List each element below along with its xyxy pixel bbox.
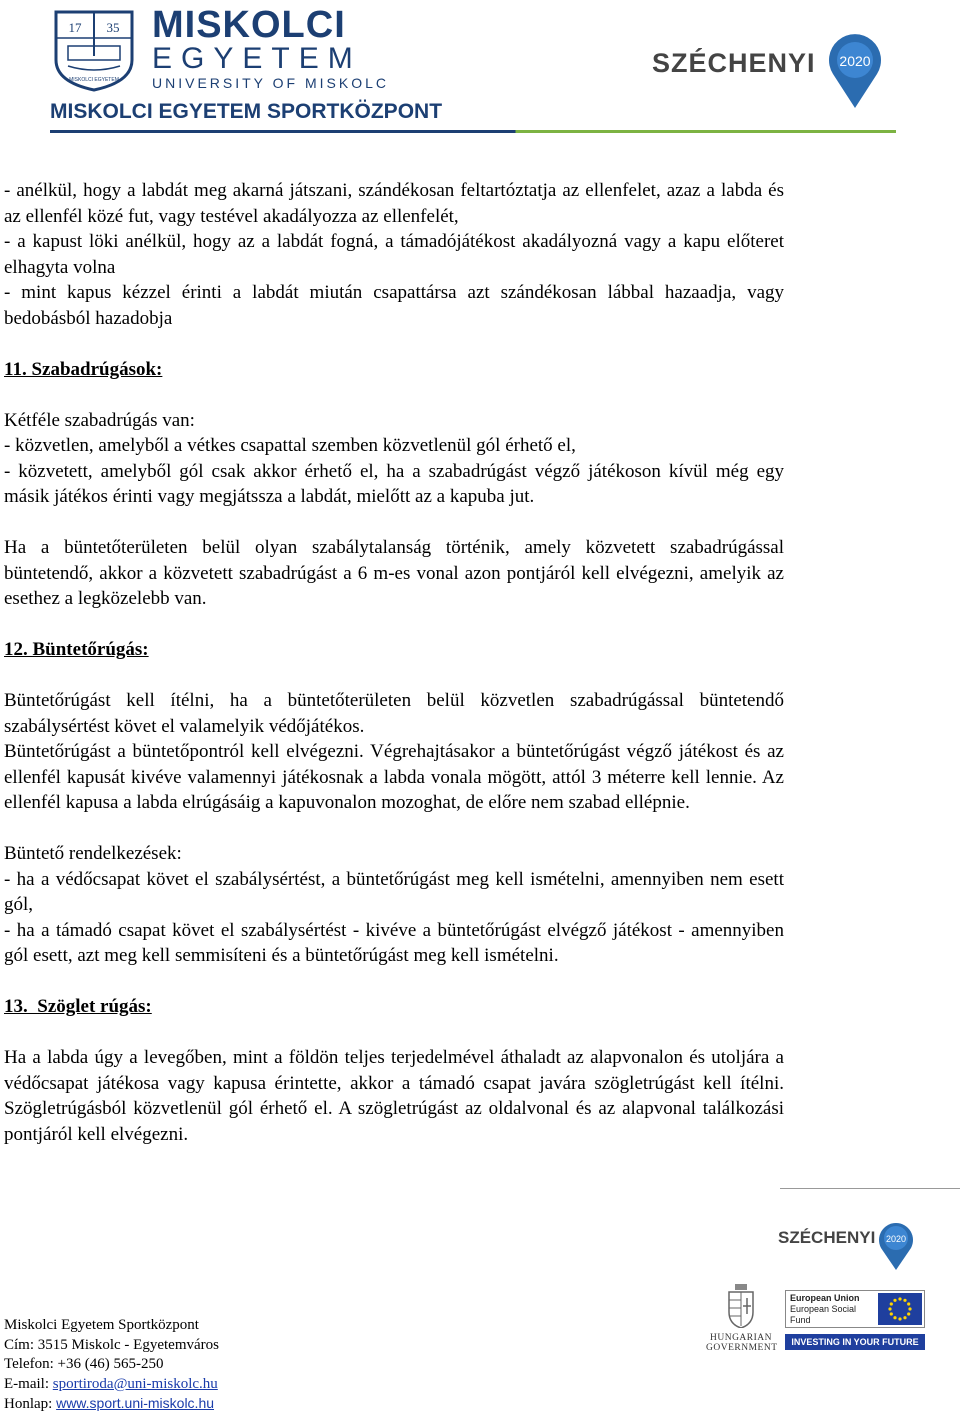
section-13-heading: 13. Szöglet rúgás:: [4, 996, 152, 1017]
crest-number-right: 35: [106, 20, 120, 35]
section-12-line: Büntetőrúgást a büntetőpontról kell elvégezni. Végrehajtásakor a büntetőrúgást végző játékost és az ellenfél kapusát kivéve valamennyi játékosnak a labda vonala mögött, attól 3 méterre kell lennie. Az ellenfél kapusa a labda elrúgásáig a kapuvonalon mozoghat, de előre nem szabad ellépnie.: [4, 741, 784, 813]
eu-logo-box: [785, 1290, 925, 1328]
government-text-line2: GOVERNMENT: [706, 1343, 778, 1353]
university-wordmark: [152, 4, 389, 92]
eu-slogan-bar: INVESTING IN YOUR FUTURE: [785, 1334, 925, 1350]
document-body: [4, 178, 784, 1147]
contact-org: Miskolci Egyetem Sportközpont: [4, 1317, 199, 1333]
szechenyi-2020-logo: [650, 30, 900, 140]
section-12-rule: - ha a védőcsapat követ el szabálysértést, a büntetőrúgást meg kell ismételni, amennyiben nem esett gól,: [4, 868, 784, 915]
eu-text-line3: Fund: [790, 1315, 811, 1325]
contact-web-label: Honlap:: [4, 1396, 57, 1412]
crest-number-left: 17: [68, 20, 82, 35]
section-12-rule: - ha a támadó csapat követ el szabálysértést - kivéve a büntetőrúgást elvégző játékost - amennyiben gól esett, azt meg kell semmisíteni és a büntetőrúgást meg kell ismételni.: [4, 919, 784, 966]
szechenyi-logo-year: 2020: [839, 53, 871, 69]
section-12-line: Büntetőrúgást kell ítélni, ha a büntetőterületen belül közvetlen szabadrúgással büntetendő szabálysértést követ el valamelyik védőjátékos.: [4, 690, 784, 737]
contact-email-label: E-mail:: [4, 1375, 53, 1392]
section-11-line: Kétféle szabadrúgás van:: [4, 409, 195, 431]
contact-address: Cím: 3515 Miskolc - Egyetemváros: [4, 1336, 219, 1353]
section-12-heading: 12. Büntetőrúgás:: [4, 639, 149, 660]
hungarian-coat-of-arms-icon: [726, 1284, 756, 1328]
intro-line: - mint kapus kézzel érinti a labdát miután csapattársa azt szándékosan lábbal hazaadja, vagy bedobásból hazadobja: [4, 282, 784, 329]
contact-web-row: [4, 1394, 219, 1415]
government-text-line1: HUNGARIAN: [709, 1333, 773, 1343]
contact-web-link[interactable]: www.sport.uni-miskolc.hu: [56, 1395, 215, 1411]
contact-phone: Telefon: +36 (46) 565-250: [4, 1356, 164, 1372]
contact-block: [4, 1316, 219, 1415]
hungarian-government-logo: [706, 1284, 776, 1356]
szechenyi-pin-icon: [825, 30, 885, 110]
intro-line: - anélkül, hogy a labdát meg akarná játszani, szándékosan feltartóztatja az ellenfelet, azaz a labda és az ellenfél közé fut, vagy testével akadályozza az ellenfelét,: [4, 180, 784, 227]
section-11-line: - közvetett, amelyből gól csak akkor érhető el, ha a szabadrúgást végző játékoson kívül még egy másik játékos érinti vagy megjátssza a labdát, mielőtt az a kapuba jut.: [4, 460, 784, 507]
szechenyi-2020-footer-logo: [778, 1218, 928, 1278]
szechenyi-logo-text: SZÉCHENYI: [652, 48, 816, 78]
szechenyi-footer-year: 2020: [885, 1234, 907, 1244]
contact-email-link[interactable]: sportiroda@uni-miskolc.hu: [52, 1375, 218, 1392]
szechenyi-footer-pin-icon: [876, 1218, 916, 1272]
university-name-line2: EGYETEM: [152, 42, 362, 75]
szechenyi-footer-text: SZÉCHENYI: [778, 1228, 876, 1247]
sport-center-title: MISKOLCI EGYETEM SPORTKÖZPONT: [50, 100, 443, 123]
eu-social-fund-logo: [785, 1290, 925, 1354]
section-13-paragraph: Ha a labda úgy a levegőben, mint a földön teljes terjedelmével áthaladt az alapvonalon és utoljára a védőcsapat játékosa vagy kapusa érintette, akkor a támadó csapat javára szögletrúgást kell ítélni. Szögletrúgásból közvetlenül gól érhető el. A szögletrúgást az oldalvonal és az alapvonal találkozási pontjáról kell elvégezni.: [4, 1047, 784, 1145]
eu-flag-icon: [878, 1293, 922, 1325]
university-name-english: UNIVERSITY OF MISKOLC: [152, 75, 389, 91]
crest-motto: MISKOLCI EGYETEM: [69, 77, 119, 83]
university-crest-logo: [50, 8, 138, 92]
section-11-heading: 11. Szabadrúgások:: [4, 358, 163, 380]
contact-email-row: [4, 1375, 219, 1395]
eu-text-line1: European Union: [790, 1293, 860, 1303]
section-12-rules-title: Büntető rendelkezések:: [4, 843, 182, 864]
university-name-line1: MISKOLCI: [152, 4, 346, 46]
header-divider: [50, 130, 896, 133]
eu-text-line2: European Social: [790, 1304, 857, 1314]
section-11-paragraph: Ha a büntetőterületen belül olyan szabálytalanság történik, amely közvetett szabadrúgással büntetendő, akkor a közvetett szabadrúgást a 6 m-es vonal azon pontjáról kell elvégezni, amelyik az esethez a legközelebb van.: [4, 537, 784, 609]
letterhead-header: [0, 0, 960, 140]
footer-divider: [780, 1188, 960, 1189]
section-11-line: - közvetlen, amelyből a vétkes csapattal szemben közvetlenül gól érhető el,: [4, 435, 576, 456]
intro-line: - a kapust löki anélkül, hogy az a labdát fogná, a támadójátékost akadályozná vagy a kapu előteret elhagyta volna: [4, 231, 784, 278]
